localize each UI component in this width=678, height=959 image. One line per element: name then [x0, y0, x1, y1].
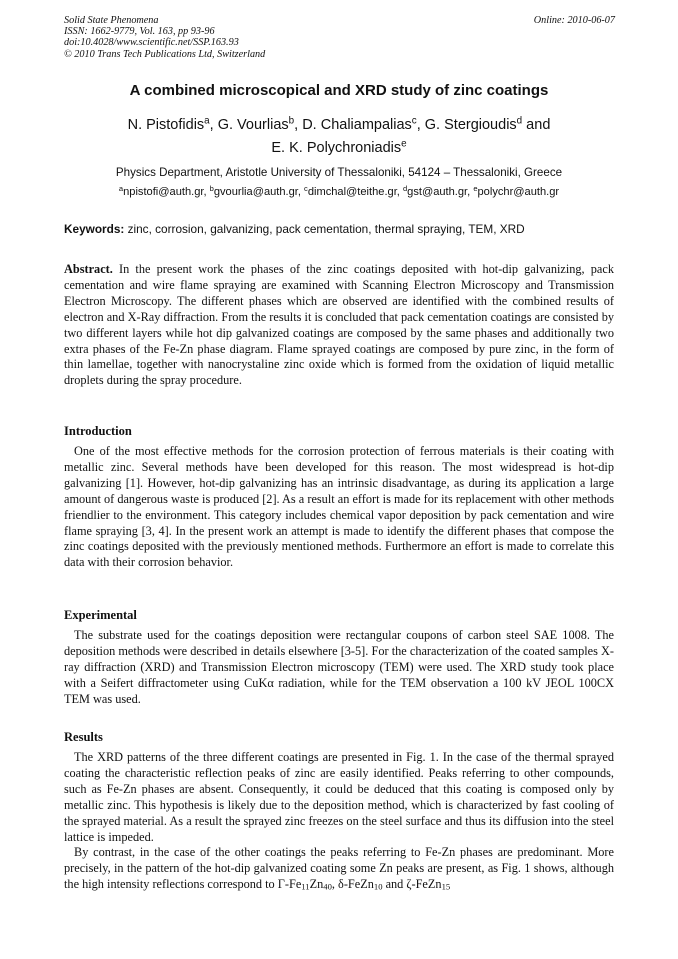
copyright-line: © 2010 Trans Tech Publications Ltd, Switzerland — [64, 48, 266, 60]
author: G. Vourlias$^b$, — [217, 115, 303, 133]
author: E. K. Polychroniadis$^e$ — [271, 138, 407, 156]
author: N. Pistofidis$^a$, — [127, 115, 218, 133]
experimental-body — [64, 628, 614, 708]
section-heading-results: Results — [64, 730, 103, 744]
author: G. Stergioudis$^d$ and — [424, 115, 551, 133]
keywords-label: Keywords: — [64, 222, 125, 236]
journal-header — [64, 15, 265, 60]
author-list — [64, 114, 614, 160]
keywords — [64, 222, 614, 236]
keywords-text: zinc, corrosion, galvanizing, pack cementation, thermal spraying, TEM, XRD — [124, 222, 525, 236]
email: $^a$npistofi@auth.gr, — [118, 183, 210, 198]
paper-title: A combined microscopical and XRD study of zinc coatings — [129, 82, 549, 99]
introduction-body — [64, 444, 614, 571]
abstract-label: Abstract. — [64, 262, 113, 276]
author: D. Chaliampalias$^c$, — [302, 115, 425, 133]
journal-name: Solid State Phenomena — [64, 15, 159, 26]
paragraph: One of the most effective methods for the corrosion protection of ferrous materials is their coating with metallic zinc. Several methods have been developed for this reason. The most widespread is hot-dip galvanizing [1]. However, hot-dip galvanizing has an intrinsic disadvantage, as during its application a large amount of dangerous waste is produced [2]. As a result an effort is made for its replacement with other methods friendlier to the environment. This category includes chemical vapor deposition by pack cementation and wire flame spraying [3, 4]. In the present work an attempt is made to identify the different phases that compose the zinc coatings deposited with the previously mentioned methods. Furthermore an effort is made to correlate this data with their corrosion behavior. — [64, 444, 614, 570]
paragraph: By contrast, in the case of the other coatings the peaks referring to Fe-Zn phases are predominant. More precisely, in the pattern of the hot-dip galvanized coating some Zn peaks are present, as Fig. 1 shows, although the high intensity reflections correspond to $\Gamma-Fe_{11}Zn_{40}$, δ-FeZn$_{10}$ and ζ-FeZn$_{15}$ — [64, 845, 614, 892]
paragraph: The substrate used for the coatings deposition were rectangular coupons of carbon steel SAE 1008. The deposition methods were described in details elsewhere [3-5]. For the characterization of the coated samples X-ray diffraction (XRD) and Transmission Electron microscopy (TEM) were used. The XRD study took place with a Seifert diffractometer using CuKα radiation, while for the TEM observation a 100 kV JEOL 100CX TEM was used. — [64, 628, 614, 706]
email: $^b$gvourlia@auth.gr, — [209, 183, 305, 198]
email: $^c$dimchal@teithe.gr, — [304, 183, 403, 198]
abstract-text: In the present work the phases of the zinc coatings deposited with hot-dip galvanizing, pack cementation and wire flame spraying are examined with Scanning Electron Microscopy and Transmission Electron Microscopy. The different phases which are observed are identified with the combined results of electron and X-Ray diffraction. From the results it is concluded that pack cementation coatings are consisted by two different layers while hot dip galvanized coatings are composed by the same phases and additionally two extra phases of the Fe-Zn phase diagram. Flame sprayed coatings are composed by pure zinc, in the form of thin lamellae, together with nanocrystaline zinc oxide which is formed from the oxidation of liquid metallic droplets during the spray procedure. — [64, 262, 614, 388]
doi-line: doi:10.4028/www.scientific.net/SSP.163.93 — [64, 37, 239, 49]
abstract — [64, 262, 614, 389]
section-heading-introduction: Introduction — [64, 424, 132, 438]
section-heading-experimental: Experimental — [64, 608, 137, 622]
email: $^e$polychr@auth.gr — [473, 183, 560, 198]
email-list — [64, 183, 614, 198]
online-date: Online: 2010-06-07 — [533, 15, 615, 26]
affiliation: Physics Department, Aristotle University of Thessaloniki, 54124 – Thessaloniki, Greece — [115, 166, 563, 179]
paragraph: The XRD patterns of the three different coatings are presented in Fig. 1. In the case of the thermal sprayed coating the characteristic reflection peaks of zinc are easily identified. Peaks referring to other compounds, such as Fe-Zn phases are absent. Consequently, it could be deduced that this coating is composed only by metallic zinc. This hypothesis is likely due to the deposition method, which is characterized by fast cooling of the sprayed material. As a result the sprayed zinc freezes on the steel surface and thus its diffusion into the steel lattice is impeded. — [64, 750, 614, 844]
results-body — [64, 750, 614, 893]
email: $^d$gst@auth.gr, — [402, 183, 474, 198]
issn-line: ISSN: 1662-9779, Vol. 163, pp 93-96 — [64, 26, 215, 38]
